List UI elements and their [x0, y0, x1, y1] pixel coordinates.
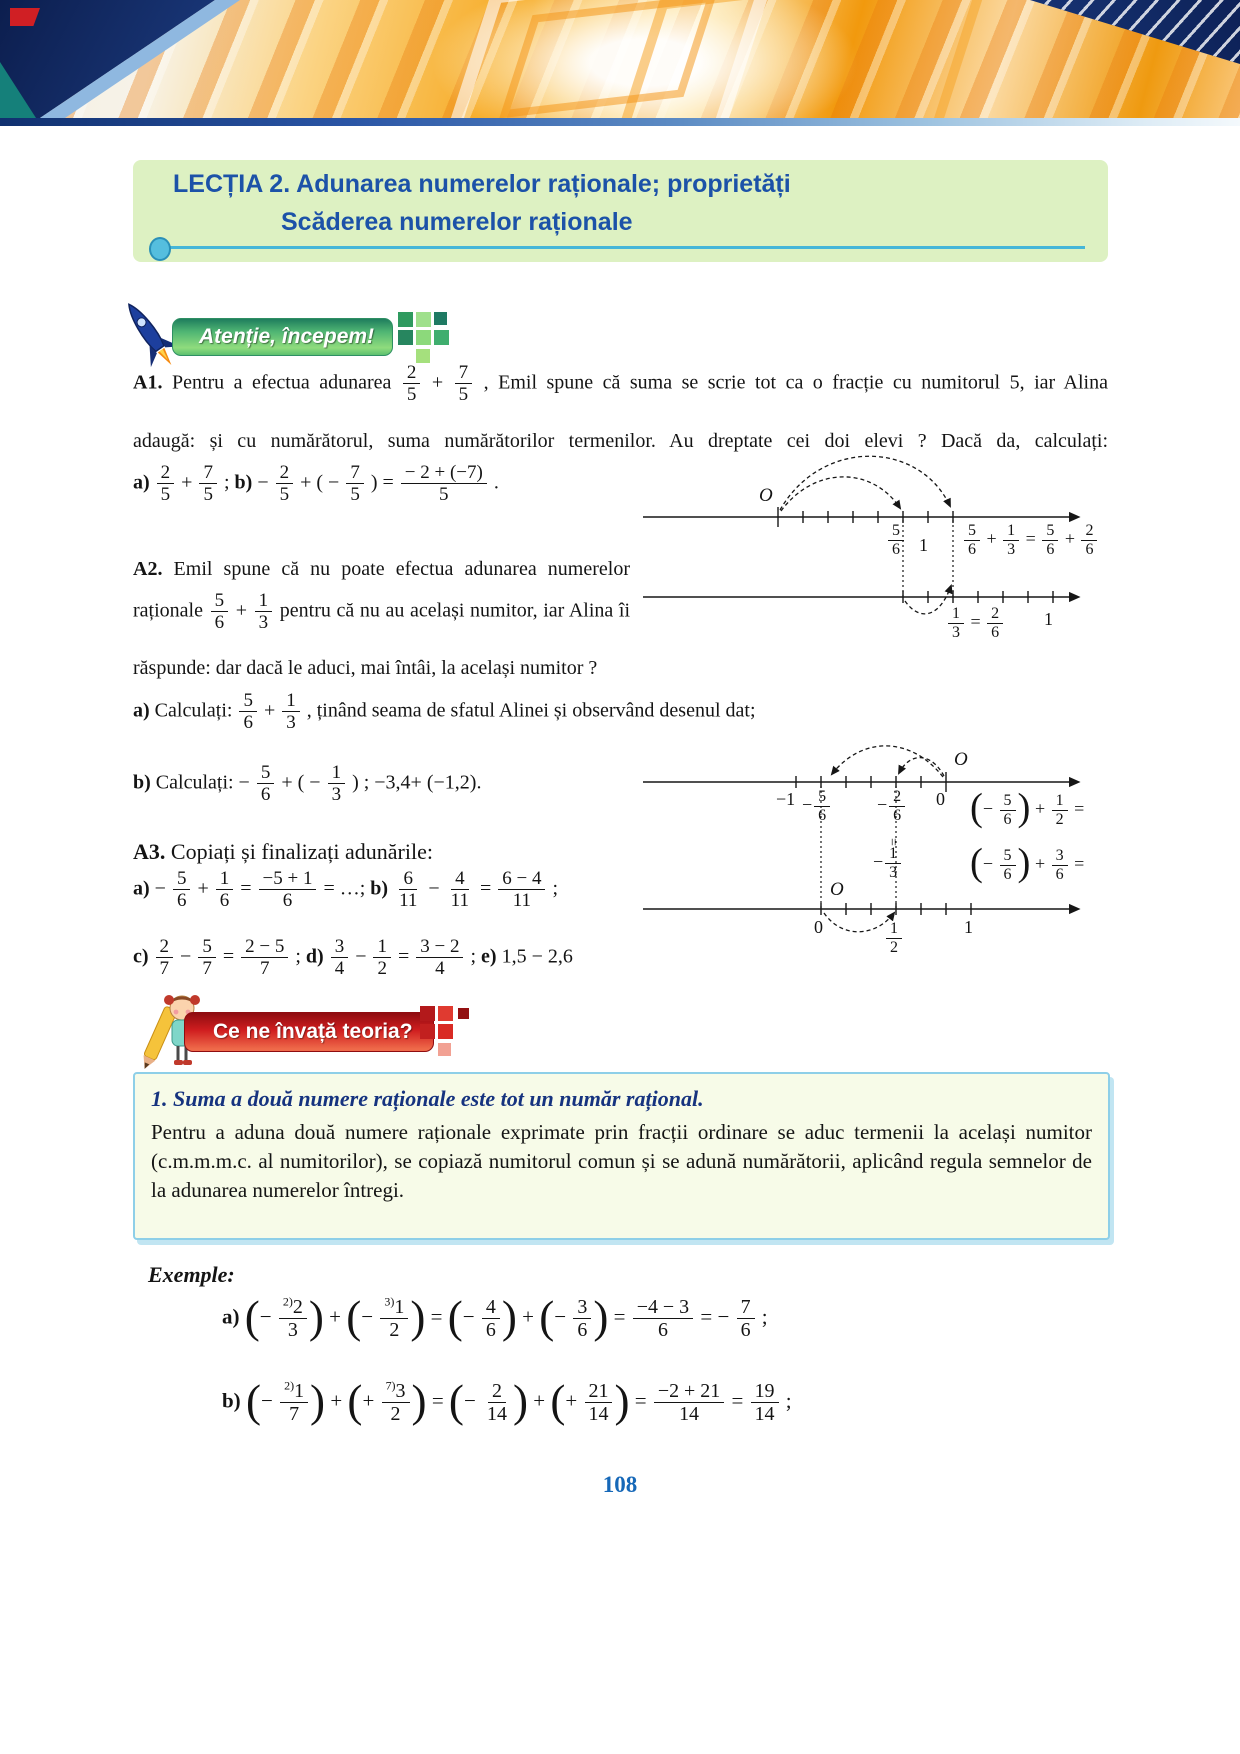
- exercise-a3-items-cde: c) $\frac{2}{7}$ − $\frac{5}{7}$ = $\frac{2 - 5}{7}$ ; d) $\frac{3}{4}$ − $\frac{1}{2}$ = $\frac{3 - 2}{4}$ ; e) 1,5 − 2,6: [133, 936, 573, 980]
- badge-squares-red-icon: [420, 1006, 480, 1060]
- d1-label-five-sixths: $\frac{5}{6}$: [886, 522, 906, 559]
- exercise-a3-head: A3. Copiați și finalizați adunările:: [133, 839, 433, 864]
- exercise-a1-items-ab: a) $\frac{2}{5}$ + $\frac{7}{5}$ ; b) − $\frac{2}{5}$ + ( − $\frac{7}{5}$ ) = $\frac{- 2 + (-7)}{5}$ .: [133, 462, 499, 506]
- example-b: b) (− $\frac{^{2)}1}{7}$ ) + (+ $\frac{^{7)}3}{2}$ ) = (− $\frac{2}{14}$ ) + (+ $\frac{21}{14}$ ) = $\frac{-2 + 21}{14}$ = $\frac{19}{14}$ ;: [222, 1375, 792, 1426]
- exercise-a2-item-b: b) Calculați: − $\frac{5}{6}$ + ( − $\frac{1}{3}$ ) ; −3,4+ (−1,2).: [133, 762, 482, 806]
- lesson-title-box: [133, 160, 1108, 262]
- exercise-a3-items-ab: a) − $\frac{5}{6}$ + $\frac{1}{6}$ = $\frac{-5 + 1}{6}$ = …; b) $\frac{6}{11}$ − $\frac{4}{11}$ = $\frac{6 - 4}{11}$ ;: [133, 868, 559, 912]
- theory-badge-label: Ce ne învață teoria?: [213, 1020, 413, 1043]
- theory-title: 1. Suma a două numere raționale este tot un număr rațional.: [151, 1086, 704, 1111]
- d1-origin-label: O: [759, 485, 773, 506]
- number-line-diagram-2: [618, 742, 1110, 964]
- header-artwork: [0, 0, 1240, 118]
- d2-label-minus-one-third: − $\frac{1}{3}$: [873, 845, 903, 882]
- exercise-a1-line2: adaugă: și cu numărătorul, suma numărătorilor termenilor. Au dreptate cei doi elevi ? Dacă da, calculați:: [133, 430, 1108, 452]
- d2-label-one-half: $\frac{1}{2}$: [884, 920, 904, 957]
- exercise-a2-line3: răspunde: dar dacă le aduci, mai întâi, la același numitor ?: [133, 657, 598, 679]
- d2-formula-1: (− $\frac{5}{6}$ ) + $\frac{1}{2}$ =: [970, 787, 1085, 830]
- d2-label-minus-two-sixths: − $\frac{2}{6}$: [877, 788, 907, 825]
- title-bullet: [149, 237, 171, 261]
- examples-label: Exemple:: [148, 1262, 235, 1287]
- lesson-title-line2: Scăderea numerelor raționale: [281, 208, 633, 236]
- exercise-a1-line1: A1. Pentru a efectua adunarea $\frac{2}{5}$ + $\frac{7}{5}$ , Emil spune că suma se scrie tot ca o fracție cu numitorul 5, iar Alina: [133, 362, 1108, 406]
- d2-formula-2: (− $\frac{5}{6}$ ) + $\frac{3}{6}$ =: [970, 842, 1085, 885]
- title-underline: [165, 246, 1085, 249]
- page-number: 108: [602, 1472, 638, 1497]
- d2-bottom-one: 1: [964, 917, 973, 937]
- d1-arc-label: $\frac{1}{3}$ = $\frac{2}{6}$: [946, 605, 1005, 642]
- d2-bottom-zero: 0: [814, 917, 823, 937]
- attention-badge: [172, 318, 393, 356]
- d2-label-minus-one: −1: [776, 789, 796, 809]
- d2-bottom-origin-label: O: [830, 879, 844, 900]
- example-a: a) (− $\frac{^{2)}2}{3}$ ) + (− $\frac{^{3)}1}{2}$ ) = (− $\frac{4}{6}$ ) + (− $\frac{3}{6}$ ) = $\frac{-4 - 3}{6}$ = − $\frac{7}{6}$ ;: [222, 1291, 768, 1342]
- d1-label-one: 1: [919, 535, 928, 555]
- d1-unit-label: 1: [1044, 609, 1053, 629]
- exercise-a2-item-a: a) Calculați: $\frac{5}{6}$ + $\frac{1}{3}$ , ținând seama de sfatul Alinei și observând desenul dat;: [133, 690, 756, 734]
- theory-badge: [184, 1012, 434, 1052]
- theory-body: Pentru a aduna două numere raționale exprimate prin fracții ordinare se aduc termenii la același numitor (c.m.m.m.c. al numitorilor), se copiază numitorul comun și se adună numărătorii, aplicând regula semnelor de la adunarea numerelor întregi.: [151, 1120, 1092, 1202]
- d2-origin-label: O: [954, 749, 968, 770]
- theory-box: [133, 1072, 1110, 1240]
- d2-label-zero: 0: [936, 789, 945, 809]
- d2-vertical-equals: =: [884, 838, 900, 846]
- lesson-title-line1: LECȚIA 2. Adunarea numerelor raționale; proprietăți: [173, 170, 791, 198]
- number-line-diagram-1: [618, 420, 1110, 665]
- d1-sum-formula: $\frac{5}{6}$ + $\frac{1}{3}$ = $\frac{5}{6}$ + $\frac{2}{6}$: [962, 522, 1099, 559]
- header-divider: [0, 118, 1240, 126]
- exercise-a2-line1: A2. Emil spune că nu poate efectua adunarea numerelor: [133, 558, 630, 580]
- exercise-a2-line2: raționale $\frac{5}{6}$ + $\frac{1}{3}$ pentru că nu au același numitor, iar Alina îi: [133, 590, 630, 634]
- attention-badge-label: Atenție, începem!: [199, 325, 375, 348]
- d2-label-minus-five-sixths: − $\frac{5}{6}$: [802, 788, 832, 825]
